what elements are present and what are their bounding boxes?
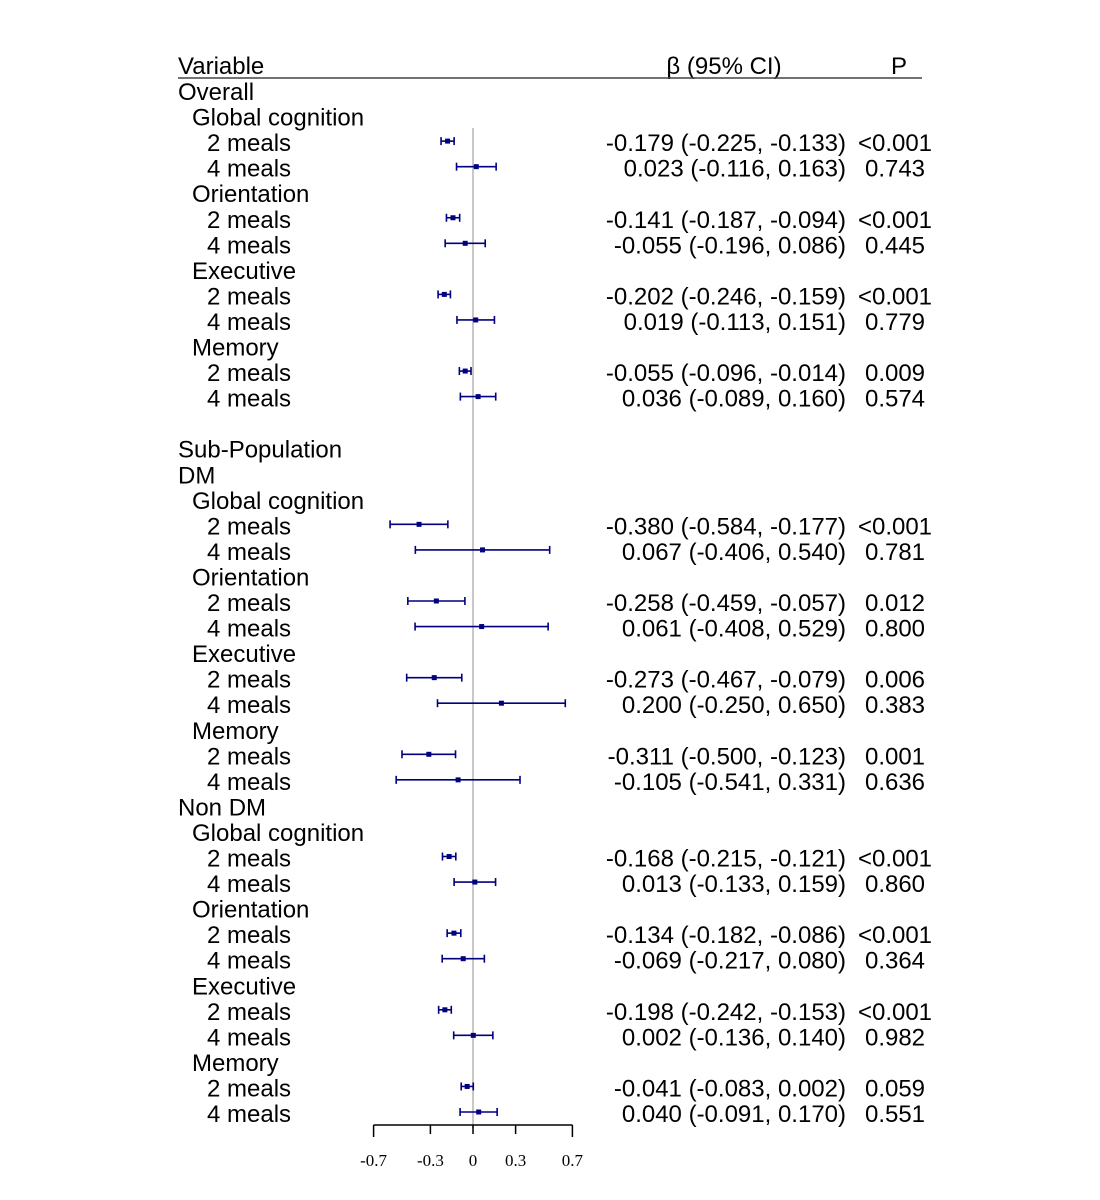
- beta-ci-value: 0.013 (-0.133, 0.159): [621, 871, 846, 899]
- group-heading-row: [192, 258, 296, 285]
- point-estimate: [442, 1007, 447, 1012]
- p-value: <0.001: [857, 206, 933, 234]
- estimate-row: [207, 386, 925, 413]
- row-label: 2 meals: [207, 922, 292, 950]
- row-label: 2 meals: [207, 206, 292, 234]
- x-tick-label: 0: [468, 1151, 478, 1170]
- beta-ci-value: -0.380 (-0.584, -0.177): [605, 513, 846, 541]
- group-heading-row: [192, 181, 309, 208]
- beta-ci-value: -0.311 (-0.500, -0.123): [607, 743, 846, 771]
- row-label: 2 meals: [207, 845, 292, 873]
- row-label: 2 meals: [207, 283, 292, 311]
- estimate-row: [207, 207, 932, 234]
- point-estimate: [472, 880, 477, 885]
- estimate-row: [207, 871, 925, 898]
- row-label: 2 meals: [207, 130, 292, 158]
- row-label: 4 meals: [207, 615, 292, 643]
- group-heading-row: [192, 641, 296, 668]
- estimate-row: [207, 616, 925, 643]
- p-value: 0.781: [864, 538, 926, 566]
- group-label: Non DM: [178, 794, 267, 822]
- group-label: Orientation: [192, 896, 310, 924]
- beta-ci-value: -0.041 (-0.083, 0.002): [613, 1075, 846, 1103]
- beta-ci-value: 0.061 (-0.408, 0.529): [621, 615, 846, 643]
- group-heading-row: [192, 897, 309, 924]
- point-estimate: [447, 854, 452, 859]
- point-estimate: [476, 1110, 481, 1115]
- point-estimate: [456, 777, 461, 782]
- row-label: 2 meals: [207, 666, 292, 694]
- group-label: DM: [178, 462, 216, 490]
- p-value: 0.383: [864, 692, 926, 720]
- forest-rows: [178, 79, 932, 1128]
- p-value: 0.636: [864, 768, 926, 796]
- p-value: <0.001: [857, 513, 933, 541]
- group-heading-row: [192, 1050, 279, 1077]
- beta-ci-value: -0.055 (-0.096, -0.014): [605, 360, 846, 388]
- p-value: 0.445: [864, 232, 926, 260]
- beta-ci-value: 0.019 (-0.113, 0.151): [623, 308, 846, 336]
- group-heading-row: [192, 564, 309, 591]
- estimate-row: [207, 922, 932, 949]
- point-estimate: [417, 522, 422, 527]
- point-estimate: [473, 317, 478, 322]
- point-estimate: [451, 931, 456, 936]
- point-estimate: [465, 1084, 470, 1089]
- estimate-row: [207, 283, 932, 310]
- estimate-row: [207, 743, 925, 770]
- group-label: Orientation: [192, 564, 310, 592]
- estimate-row: [207, 590, 925, 617]
- row-label: 4 meals: [207, 232, 292, 260]
- group-heading-row: [178, 462, 215, 489]
- beta-ci-value: -0.069 (-0.217, 0.080): [613, 947, 846, 975]
- estimate-row: [207, 769, 925, 796]
- group-label: Overall: [178, 79, 255, 106]
- x-tick-label: -0.3: [416, 1151, 444, 1170]
- point-estimate: [426, 752, 431, 757]
- beta-ci-value: -0.105 (-0.541, 0.331): [613, 768, 846, 796]
- p-value: 0.551: [864, 1101, 926, 1128]
- x-tick-label: 0.3: [504, 1151, 527, 1170]
- group-label: Memory: [192, 717, 279, 745]
- group-heading-row: [192, 488, 364, 515]
- estimate-row: [207, 999, 932, 1026]
- beta-ci-value: 0.023 (-0.116, 0.163): [623, 155, 846, 183]
- point-estimate: [463, 369, 468, 374]
- estimate-row: [207, 1024, 925, 1051]
- x-tick-label: 0.7: [561, 1151, 584, 1170]
- group-label: Global cognition: [192, 487, 365, 515]
- estimate-row: [207, 232, 925, 259]
- x-axis: [360, 1125, 583, 1170]
- group-heading-row: [192, 105, 364, 132]
- p-value: 0.574: [864, 385, 926, 413]
- row-label: 2 meals: [207, 513, 292, 541]
- group-heading-row: [192, 973, 296, 1000]
- p-value: 0.860: [864, 871, 926, 899]
- beta-ci-value: 0.036 (-0.089, 0.160): [621, 385, 846, 413]
- estimate-row: [207, 1075, 925, 1102]
- group-heading-row: [192, 718, 279, 745]
- row-label: 2 meals: [207, 1075, 292, 1103]
- beta-ci-value: -0.202 (-0.246, -0.159): [605, 283, 846, 311]
- group-label: Memory: [192, 334, 279, 362]
- beta-ci-value: 0.067 (-0.406, 0.540): [621, 538, 846, 566]
- p-value: <0.001: [857, 998, 933, 1026]
- estimate-row: [207, 360, 925, 387]
- p-value: 0.982: [864, 1024, 926, 1052]
- group-label: Executive: [192, 257, 297, 285]
- row-label: 4 meals: [207, 947, 292, 975]
- estimate-row: [207, 948, 925, 975]
- beta-ci-value: -0.134 (-0.182, -0.086): [605, 922, 846, 950]
- p-value: 0.059: [864, 1075, 926, 1103]
- estimate-row: [207, 667, 925, 694]
- x-tick-label: -0.7: [360, 1151, 388, 1170]
- group-label: Global cognition: [192, 819, 365, 847]
- p-value: <0.001: [857, 130, 933, 158]
- group-label: Sub-Population: [178, 436, 343, 464]
- beta-ci-value: 0.040 (-0.091, 0.170): [621, 1101, 846, 1128]
- estimate-row: [207, 846, 932, 873]
- group-heading-row: [192, 820, 364, 847]
- estimate-row: [207, 513, 932, 540]
- point-estimate: [432, 675, 437, 680]
- point-estimate: [476, 394, 481, 399]
- p-value: <0.001: [857, 845, 933, 873]
- beta-ci-value: -0.141 (-0.187, -0.094): [605, 206, 846, 234]
- estimate-row: [207, 692, 925, 719]
- group-label: Global cognition: [192, 104, 365, 132]
- p-value: 0.800: [864, 615, 926, 643]
- point-estimate: [499, 701, 504, 706]
- p-value: 0.743: [864, 155, 926, 183]
- point-estimate: [471, 1033, 476, 1038]
- beta-ci-value: -0.168 (-0.215, -0.121): [605, 845, 846, 873]
- row-label: 4 meals: [207, 538, 292, 566]
- header-p-value: P: [890, 53, 908, 80]
- p-value: 0.001: [864, 743, 926, 771]
- row-label: 4 meals: [207, 308, 292, 336]
- beta-ci-value: -0.198 (-0.242, -0.153): [605, 998, 846, 1026]
- point-estimate: [442, 292, 447, 297]
- group-heading-row: [178, 794, 266, 821]
- point-estimate: [461, 956, 466, 961]
- header-variable: Variable: [178, 53, 265, 80]
- estimate-row: [207, 130, 932, 157]
- beta-ci-value: -0.273 (-0.467, -0.079): [605, 666, 846, 694]
- row-label: 2 meals: [207, 360, 292, 388]
- group-label: Memory: [192, 1049, 279, 1077]
- header-beta-ci: β (95% CI): [666, 53, 782, 80]
- group-heading-row: [178, 437, 342, 464]
- row-label: 2 meals: [207, 998, 292, 1026]
- beta-ci-value: -0.179 (-0.225, -0.133): [605, 130, 846, 158]
- estimate-row: [207, 309, 925, 336]
- row-label: 4 meals: [207, 692, 292, 720]
- beta-ci-value: -0.055 (-0.196, 0.086): [613, 232, 846, 260]
- table-header: [178, 53, 922, 80]
- row-label: 2 meals: [207, 590, 292, 617]
- beta-ci-value: 0.002 (-0.136, 0.140): [621, 1024, 846, 1052]
- p-value: 0.779: [864, 308, 926, 336]
- group-label: Executive: [192, 641, 297, 669]
- p-value: <0.001: [857, 283, 933, 311]
- row-label: 4 meals: [207, 1101, 292, 1128]
- group-label: Orientation: [192, 181, 310, 209]
- row-label: 4 meals: [207, 1024, 292, 1052]
- estimate-row: [207, 539, 925, 566]
- p-value: 0.006: [864, 666, 926, 694]
- row-label: 4 meals: [207, 385, 292, 413]
- p-value: 0.364: [864, 947, 926, 975]
- p-value: 0.009: [864, 360, 926, 388]
- group-label: Executive: [192, 973, 297, 1001]
- beta-ci-value: 0.200 (-0.250, 0.650): [621, 692, 846, 720]
- point-estimate: [445, 139, 450, 144]
- point-estimate: [434, 599, 439, 604]
- group-heading-row: [178, 79, 254, 106]
- p-value: 0.012: [864, 590, 926, 617]
- row-label: 4 meals: [207, 871, 292, 899]
- estimate-row: [207, 156, 925, 183]
- point-estimate: [480, 547, 485, 552]
- row-label: 4 meals: [207, 155, 292, 183]
- point-estimate: [474, 164, 479, 169]
- row-label: 2 meals: [207, 743, 292, 771]
- estimate-row: [207, 1101, 925, 1128]
- point-estimate: [450, 215, 455, 220]
- beta-ci-value: -0.258 (-0.459, -0.057): [605, 590, 846, 617]
- group-heading-row: [192, 335, 279, 362]
- row-label: 4 meals: [207, 768, 292, 796]
- point-estimate: [479, 624, 484, 629]
- p-value: <0.001: [857, 922, 933, 950]
- point-estimate: [463, 241, 468, 246]
